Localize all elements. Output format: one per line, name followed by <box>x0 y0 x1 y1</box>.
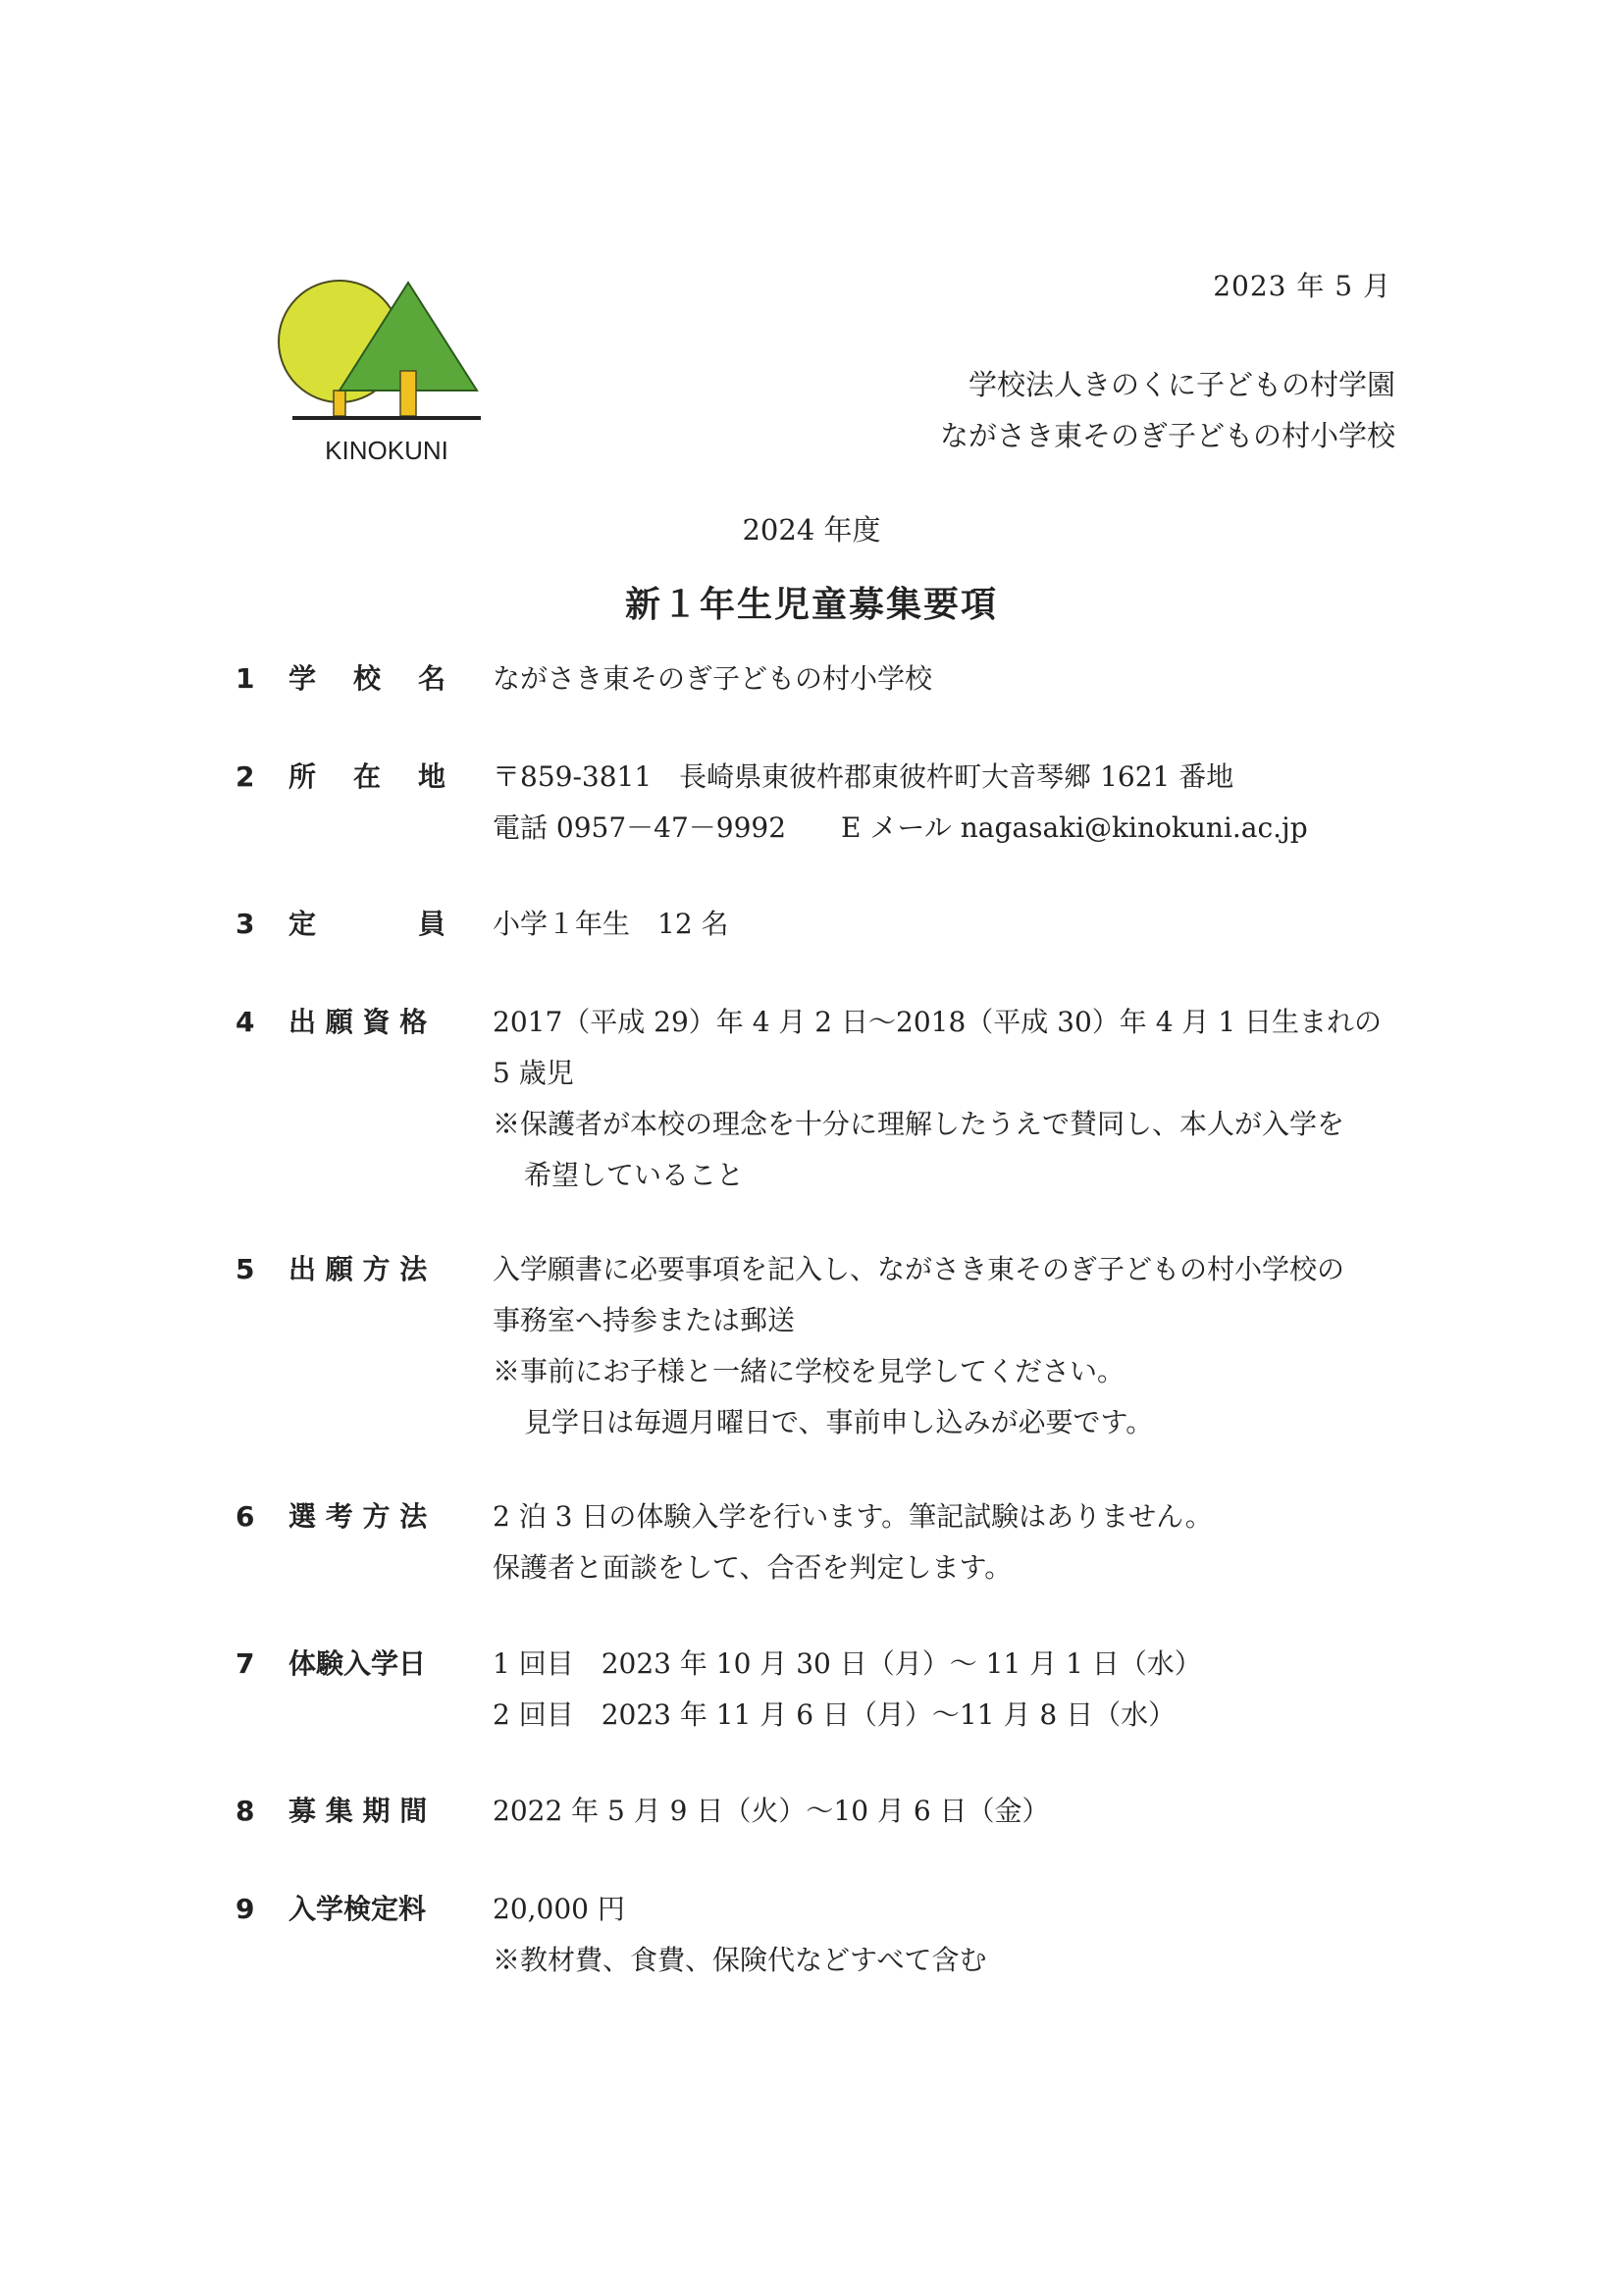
item-body <box>493 1244 1405 1448</box>
item-line: 2022 年 5 月 9 日（火）～10 月 6 日（金） <box>493 1795 1050 1827</box>
organization-name: 学校法人きのくに子どもの村学園 <box>968 368 1395 401</box>
logo-text: KINOKUNI <box>325 436 448 465</box>
issue-date: 2023 年 5 月 <box>1213 270 1391 302</box>
item-line: ながさき東そのぎ子どもの村小学校 <box>493 662 933 695</box>
item-line: 2 泊 3 日の体験入学を行います。筆記試験はありません。 <box>493 1500 1213 1533</box>
item-number: 5 <box>236 1253 255 1285</box>
item-label: 所 在 地 <box>288 760 445 793</box>
item-number: 4 <box>236 1006 255 1038</box>
item-body <box>493 752 1405 854</box>
item-number: 9 <box>236 1893 255 1925</box>
item-line: 保護者と面談をして、合否を判定します。 <box>493 1551 1013 1584</box>
kinokuni-logo <box>273 275 489 471</box>
item-body <box>493 653 1405 704</box>
item-line: 5 歳児 <box>493 1057 574 1089</box>
item-number: 6 <box>236 1500 255 1533</box>
item-number: 8 <box>236 1795 255 1827</box>
item-number: 1 <box>236 662 255 695</box>
organization <box>940 359 1395 461</box>
item-label: 出 願 資 格 <box>288 1006 428 1038</box>
school-name: ながさき東そのぎ子どもの村小学校 <box>939 419 1395 452</box>
item-body <box>493 1639 1405 1741</box>
item-line: 電話 0957－47－9992 E メール nagasaki@kinokuni.ac.jp <box>493 811 1308 844</box>
item-number: 7 <box>236 1647 255 1680</box>
item-body <box>493 1786 1405 1837</box>
item-line: 入学願書に必要事項を記入し、ながさき東そのぎ子どもの村小学校の <box>493 1253 1345 1285</box>
item-body <box>493 1884 1405 1986</box>
document-title: 新１年生児童募集要項 <box>624 585 998 625</box>
item-line: 2017（平成 29）年 4 月 2 日～2018（平成 30）年 4 月 1 日生まれの <box>493 1006 1383 1038</box>
item-label: 学 校 名 <box>288 662 445 695</box>
item-line: 2 回目 2023 年 11 月 6 日（月）～11 月 8 日（水） <box>493 1698 1177 1731</box>
item-line: ※保護者が本校の理念を十分に理解したうえで賛同し、本人が入学を <box>493 1108 1345 1140</box>
kinokuni-logo-icon <box>273 275 489 471</box>
fiscal-year: 2024 年度 <box>742 513 881 547</box>
item-number: 2 <box>236 760 255 793</box>
item-line: 希望していること <box>524 1159 745 1191</box>
item-label: 出 願 方 法 <box>288 1253 428 1285</box>
item-number: 3 <box>236 908 255 940</box>
item-line: 見学日は毎週月曜日で、事前申し込みが必要です。 <box>524 1406 1154 1438</box>
item-label: 選 考 方 法 <box>288 1500 428 1533</box>
item-line: ※事前にお子様と一緒に学校を見学してください。 <box>493 1355 1126 1387</box>
item-line: 20,000 円 <box>493 1893 625 1925</box>
item-body <box>493 899 1405 950</box>
item-label: 体験入学日 <box>288 1647 427 1680</box>
item-body <box>493 1491 1405 1593</box>
item-line: 事務室へ持参または郵送 <box>493 1304 796 1336</box>
item-label: 定 員 <box>288 908 445 940</box>
item-body <box>493 997 1405 1201</box>
item-line: 小学１年生 12 名 <box>493 908 729 940</box>
item-line: 1 回目 2023 年 10 月 30 日（月）～ 11 月 1 日（水） <box>493 1647 1202 1680</box>
item-label: 募 集 期 間 <box>288 1795 428 1827</box>
item-line: 〒859-3811 長崎県東彼杵郡東彼杵町大音琴郷 1621 番地 <box>493 760 1234 793</box>
item-label: 入学検定料 <box>288 1893 427 1925</box>
item-line: ※教材費、食費、保険代などすべて含む <box>493 1944 987 1976</box>
